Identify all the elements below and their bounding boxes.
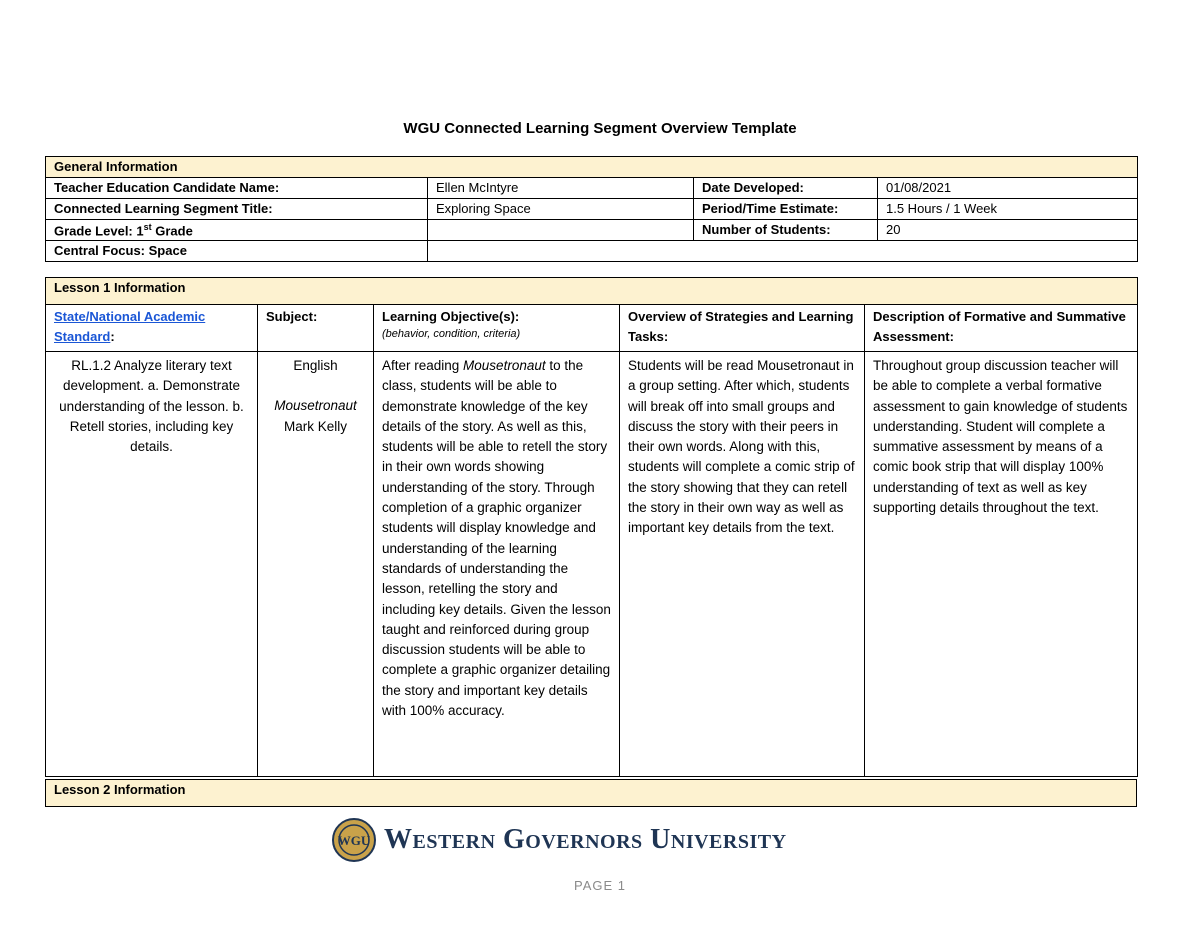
wgu-wordmark: Western Governors University xyxy=(384,824,787,855)
general-information-heading: General Information xyxy=(46,157,1138,178)
standard-link[interactable]: State/National Academic Standard xyxy=(54,309,206,344)
number-of-students-value: 20 xyxy=(878,220,1138,241)
objective-column-header: Learning Objective(s): (behavior, condition, criteria) xyxy=(374,305,620,352)
candidate-name-label: Teacher Education Candidate Name: xyxy=(46,178,428,199)
lesson-2-table xyxy=(45,779,1137,807)
grade-level-label: Grade Level: 1st Grade xyxy=(46,220,428,241)
assessment-cell: Throughout group discussion teacher will be able to complete a verbal formative assessment to gain knowledge of students understanding. Student will complete a summative assessment by means of a comic book strip that will display 100% understanding of text as well as key supporting details throughout the text. xyxy=(865,352,1138,777)
document-title: WGU Connected Learning Segment Overview Template xyxy=(403,120,797,137)
wgu-seal-icon xyxy=(332,818,376,862)
standard-column-header: State/National Academic Standard: xyxy=(46,305,258,352)
strategies-cell: Students will be read Mousetronaut in a group setting. After which, students will break off into small groups and discuss the story with their peers in their own words. Along with this, students will complete a comic strip of the story showing that they can retell the story in their own way as well as important key details from the text. xyxy=(620,352,865,777)
page-number: PAGE 1 xyxy=(573,878,626,893)
grade-level-value xyxy=(428,220,694,241)
objective-cell: After reading Mousetronaut to the class, students will be able to demonstrate knowledge of the key details of the story. As well as this, students will be able to retell the story in their own words showing understanding of the story. Through completion of a graphic organizer students will display knowledge and understanding of the learning standards of understanding the lesson, retelling the story and including key details. Given the lesson taught and reinforced during group discussion students will be able to complete a graphic organizer detailing the story and important key details with 100% accuracy. xyxy=(374,352,620,777)
lesson-1-heading: Lesson 1 Information xyxy=(46,278,1138,305)
subject-column-header: Subject: xyxy=(258,305,374,352)
lesson-2-heading: Lesson 2 Information xyxy=(46,780,1137,807)
central-focus-label: Central Focus: Space xyxy=(46,241,428,262)
date-developed-label: Date Developed: xyxy=(694,178,878,199)
assessment-column-header: Description of Formative and Summative Assessment: xyxy=(865,305,1138,352)
segment-title-label: Connected Learning Segment Title: xyxy=(46,199,428,220)
date-developed-value: 01/08/2021 xyxy=(878,178,1138,199)
subject-cell: English Mousetronaut Mark Kelly xyxy=(258,352,374,777)
general-information-table xyxy=(45,156,1138,262)
candidate-name-value: Ellen McIntyre xyxy=(428,178,694,199)
central-focus-value xyxy=(428,241,1138,262)
segment-title-value: Exploring Space xyxy=(428,199,694,220)
number-of-students-label: Number of Students: xyxy=(694,220,878,241)
period-estimate-value: 1.5 Hours / 1 Week xyxy=(878,199,1138,220)
lesson-1-table xyxy=(45,277,1138,777)
seal-text: WGU xyxy=(337,833,371,848)
strategies-column-header: Overview of Strategies and Learning Tasks: xyxy=(620,305,865,352)
standard-cell: RL.1.2 Analyze literary text development. a. Demonstrate understanding of the lesson. b. Retell stories, including key details. xyxy=(46,352,258,777)
wgu-logo xyxy=(332,818,872,862)
period-estimate-label: Period/Time Estimate: xyxy=(694,199,878,220)
